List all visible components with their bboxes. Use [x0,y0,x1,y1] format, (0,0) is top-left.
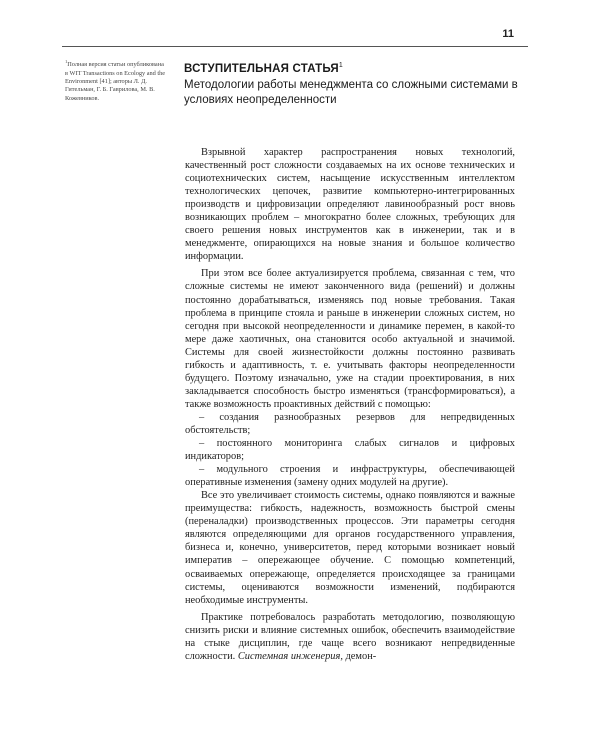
list-item: – постоянного мониторинга слабых сигналов и цифровых индикаторов; [185,438,515,463]
paragraph-4-end: демон- [342,650,377,662]
paragraph-2: При этом все более актуализируется проблема, связанная с тем, что сложные системы не имеют законченного вида (решений) и должны постоянно дорабатываться, изменяясь под новые требования. Такая проблема в принципе стояла и раньше в инженерии сложных систем, но сегодня при высокой неопределенности и динамике перемен, в какой-то мере даже хаотичных, она становится особо актуальной и значимой. Системы для своей жизнестойкости должны постоянно развивать гибкость и адаптивность, т. е. учитывать факторы неопределенности будущего. Поэтому изначально, уже на стадии проектирования, в них закладывается способность быстро изменяться (трансформироваться), а также возможность проактивных действий с помощью: [185,268,515,410]
article-type [184,58,529,77]
article-title: Методологии работы менеджмента со сложными системами в условиях неопределенности [184,78,518,106]
paragraph-3: Все это увеличивает стоимость системы, однако появляются и важные преимущества: гибкость, надежность, возможность быстрой смены (переналадки) производственных процессов. Эти параметры сегодня являются определяющими для органов государственного управления, бизнеса и, конечно, университетов, перед которыми возникает новый императив – опережающее обучение. С помощью компетенций, осваиваемых опережающе, определяется происходящее за границами системы, оцениваются возможности изменений, подбираются необходимые инструменты. [185,490,515,606]
paragraph-4 [185,611,515,663]
article-type-label: ВСТУПИТЕЛЬНАЯ СТАТЬЯ [184,62,339,75]
footnote-reference: 1 [338,62,343,69]
paragraph-1: Взрывной характер распространения новых технологий, качественный рост сложности создаваемых на их основе технических и социотехнических систем, насыщение искусственным интеллектом технологических цепочек, развитие компьютерно-интегрированных производств и цифровизации определяют лавинообразный рост вновь возникающих проблем – многократно более сложных, требующих для своего решения новых инструментов как в инженерии, так и в менеджменте, опирающихся на новые знания и большое количество информации. [185,147,515,263]
bullet-list [185,411,515,489]
footnote-text: Полная версия статьи опубликована в WIT Transactions on Ecology and the Environment [41]; авторы Л. Д. Гительман, Г. Б. Гаврилова, М. В. Кожевников. [65,61,166,102]
article-heading [184,58,529,108]
list-item: – создания разнообразных резервов для непредвиденных обстоятельств; [185,411,515,436]
article-body [185,146,515,667]
list-item: – модульного строения и инфраструктуры, обеспечивающей оперативные изменения (замену одних модулей на другие). [185,464,515,489]
header-rule [62,46,528,47]
footnote-marker: 1 [65,59,68,64]
footnote [65,58,168,103]
paragraph-4-italic: Системная инженерия, [237,650,343,662]
page-number: 11 [502,28,514,40]
paragraph-4-text: Практике потребовалось разработать методологию, позволяющую снизить риски и влияние системных ошибок, обеспечить взаимодействие на стыке дисциплин, где чаще всего возникают непредвиденные сложности. [185,611,515,662]
